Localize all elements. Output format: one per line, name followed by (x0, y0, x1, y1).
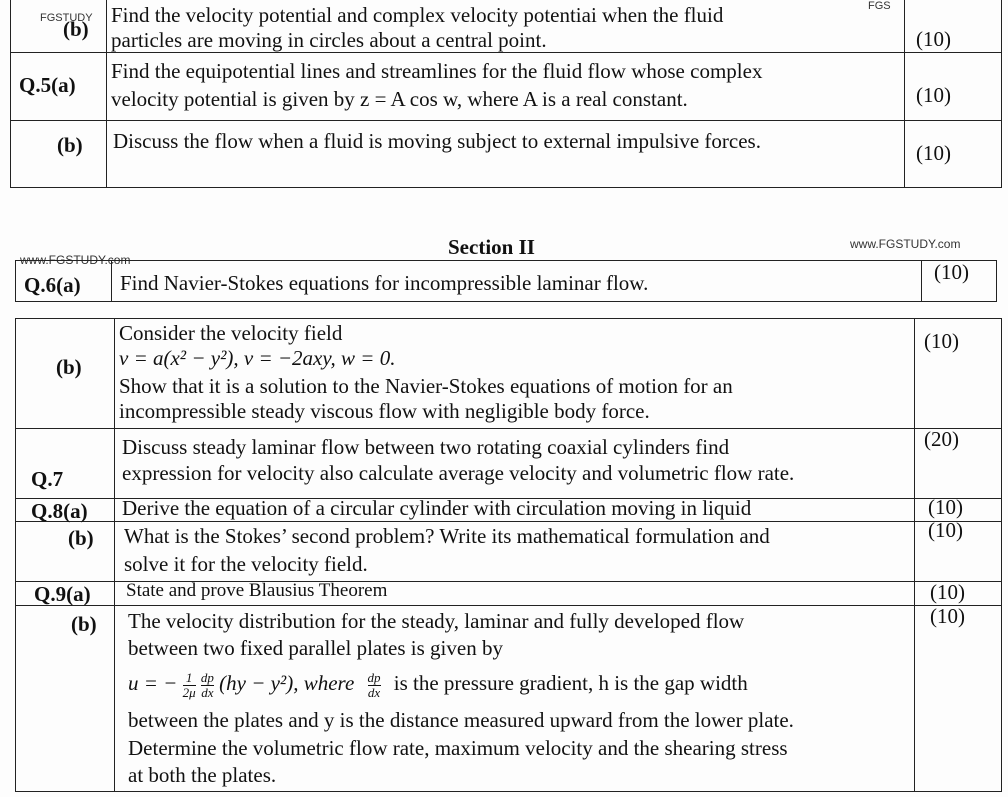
fraction-denominator: dx (367, 684, 381, 700)
question-label: (b) (63, 17, 89, 41)
question-row-q6 (15, 260, 997, 302)
question-formula: v = a(x² − y²), v = −2axy, w = 0. (119, 346, 396, 370)
marks: (10) (934, 260, 969, 284)
question-text: Find Navier-Stokes equations for incompressible laminar flow. (120, 271, 649, 295)
question-text: Discuss the flow when a fluid is moving subject to external impulsive forces. (113, 129, 761, 153)
marks: (10) (916, 27, 951, 51)
question-row (11, 53, 1001, 121)
fraction-denominator: dx (201, 684, 214, 700)
question-text: Show that it is a solution to the Navier-Stokes equations of motion for an (119, 374, 733, 398)
question-row (11, 121, 1001, 187)
formula-expression: (hy − y²), where (219, 671, 355, 695)
question-label: Q.6(a) (24, 273, 81, 297)
question-text: Determine the volumetric flow rate, maximum velocity and the shearing stress (128, 736, 788, 760)
question-text: The velocity distribution for the steady, laminar and fully developed flow (128, 609, 745, 633)
question-row (16, 429, 1001, 499)
section-title: Section II (448, 235, 535, 259)
question-text: velocity potential is given by z = A cos w, where A is a real constant. (111, 87, 688, 111)
marks: (20) (924, 427, 959, 451)
question-label: Q.7 (31, 467, 64, 491)
question-text: Find the equipotential lines and streamlines for the fluid flow whose complex (111, 59, 763, 83)
question-text: particles are moving in circles about a central point. (111, 28, 547, 52)
question-text: expression for velocity also calculate average velocity and volumetric flow rate. (122, 461, 795, 485)
question-row (11, 0, 1001, 53)
question-text: State and prove Blausius Theorem (126, 580, 388, 601)
question-label: (b) (71, 612, 97, 636)
question-label: Q.9(a) (34, 582, 91, 606)
fraction (201, 671, 214, 700)
question-label: Q.5(a) (19, 73, 76, 97)
question-text: at both the plates. (128, 763, 277, 787)
marks: (10) (930, 604, 965, 628)
marks: (10) (916, 141, 951, 165)
question-label: (b) (56, 355, 82, 379)
fraction-numerator: dp (367, 669, 381, 685)
watermark: www.FGSTUDY.com (20, 253, 131, 267)
fraction (368, 671, 381, 700)
formula-lhs: u = − (128, 671, 178, 695)
question-label: (b) (68, 526, 94, 550)
question-row (16, 582, 1001, 606)
marks: (10) (930, 580, 965, 604)
question-row (16, 319, 1001, 429)
watermark: FGSTUDY (40, 12, 93, 24)
question-text: Derive the equation of a circular cylinder with circulation moving in liquid (122, 496, 752, 520)
question-text: incompressible steady viscous flow with negligible body force. (119, 399, 650, 423)
fraction (183, 671, 196, 700)
question-text: Find the velocity potential and complex velocity potentiai when the fluid (111, 3, 724, 27)
question-label: Q.8(a) (31, 499, 88, 523)
marks: (10) (924, 329, 959, 353)
watermark: FGS (868, 0, 891, 12)
question-text: solve it for the velocity field. (124, 552, 368, 576)
question-row (16, 606, 1001, 793)
question-text: Discuss steady laminar flow between two rotating coaxial cylinders find (122, 435, 730, 459)
question-row (16, 518, 1001, 582)
formula-text: is the pressure gradient, h is the gap width (393, 671, 748, 695)
question-label: (b) (57, 133, 83, 157)
question-row (16, 495, 1001, 523)
fraction-numerator: dp (200, 669, 214, 685)
marks: (10) (928, 495, 963, 519)
marks: (10) (916, 83, 951, 107)
fraction-numerator: 1 (183, 671, 196, 686)
questions-table-1 (10, 0, 1002, 188)
question-text: between the plates and y is the distance measured upward from the lower plate. (128, 708, 794, 732)
question-text: between two fixed parallel plates is given by (128, 636, 503, 660)
question-text: What is the Stokes’ second problem? Write its mathematical formulation and (124, 524, 770, 548)
questions-table-2 (15, 318, 1002, 792)
question-text: Consider the velocity field (119, 321, 343, 345)
marks: (10) (928, 518, 963, 542)
question-formula (128, 664, 748, 702)
fraction-denominator: 2μ (182, 684, 196, 700)
watermark: www.FGSTUDY.com (850, 237, 961, 251)
